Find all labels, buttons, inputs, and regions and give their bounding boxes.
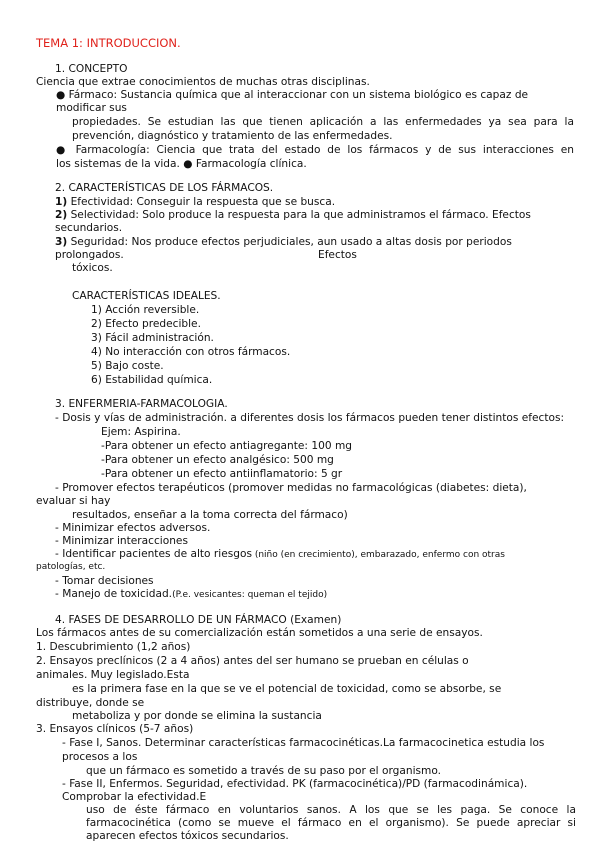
item-number: 1)	[55, 196, 68, 208]
bullet-farmaco: ● Fármaco: Sustancia química que al interaccionar con un sistema biológico es capaz de	[56, 89, 529, 101]
characteristic-item	[55, 196, 335, 209]
item-number: 3)	[55, 236, 68, 248]
example-line: Ejem: Aspirina.	[101, 426, 181, 438]
clinical-phase: - Fase II, Enfermos. Seguridad, efectividad. PK (farmacocinética)/PD (farmacodinámica).	[62, 778, 528, 790]
item-text: Selectividad: Solo produce la respuesta para la que administramos el fármaco. Efectos	[67, 209, 531, 221]
clinical-phase-cont: que un fármaco es sometido a través de su paso por el organismo.	[86, 765, 442, 777]
phase-item-cont: animales. Muy legislado.Esta	[36, 669, 190, 681]
example-line: -Para obtener un efecto analgésico: 500 mg	[101, 454, 334, 466]
characteristic-item	[55, 236, 512, 249]
nursing-item: - Minimizar interacciones	[55, 535, 188, 547]
item-text: Efectividad: Conseguir la respuesta que se busca.	[67, 196, 336, 208]
ideal-item: 5) Bajo coste.	[91, 360, 164, 372]
characteristic-item-cont: Efectos	[318, 249, 357, 261]
clinical-phase: - Fase I, Sanos. Determinar características farmacocinéticas.La farmacocinetica estudia los	[62, 737, 545, 749]
phase-item: 3. Ensayos clínicos (5-7 años)	[36, 723, 194, 735]
section-4-heading: 4. FASES DE DESARROLLO DE UN FÁRMACO (Examen)	[55, 614, 342, 626]
nursing-item: - Promover efectos terapéuticos (promover medidas no farmacológicas (diabetes: dieta),	[55, 482, 527, 494]
section-1-intro: Ciencia que extrae conocimientos de muchas otras disciplinas.	[36, 76, 370, 88]
clinical-phase-cont: procesos a los	[62, 751, 138, 763]
phase-item-cont: distribuye, donde se	[36, 697, 145, 709]
bullet-farmaco-cont: modificar sus	[56, 102, 127, 114]
section-1-heading: 1. CONCEPTO	[55, 63, 128, 75]
bullet-farmaco-cont: propiedades. Se estudian las que tienen aplicación a las enfermedades ya sea para la	[72, 116, 574, 128]
bullet-farmacologia: ● Farmacología: Ciencia que trata del estado de los fármacos y de sus interacciones en	[56, 144, 574, 156]
item-note: (niño (en crecimiento), embarazado, enfermo con otras	[251, 550, 505, 560]
section-4-intro: Los fármacos antes de su comercialización están sometidos a una serie de ensayos.	[36, 627, 483, 639]
section-2-heading: 2. CARACTERÍSTICAS DE LOS FÁRMACOS.	[55, 182, 274, 194]
item-number: 2)	[55, 209, 68, 221]
nursing-item: - Minimizar efectos adversos.	[55, 522, 211, 534]
doc-title: TEMA 1: INTRODUCCION.	[36, 36, 181, 50]
phase-item: 2. Ensayos preclínicos (2 a 4 años) antes del ser humano se prueban en células o	[36, 655, 469, 667]
nursing-item: - Dosis y vías de administración. a diferentes dosis los fármacos pueden tener distintos efectos:	[55, 412, 565, 424]
nursing-item-cont: resultados, enseñar a la toma correcta del fármaco)	[72, 509, 348, 521]
nursing-item-cont: patologías, etc.	[36, 562, 106, 572]
bullet-farmaco-cont: prevención, diagnóstico y tratamiento de las enfermedades.	[72, 130, 393, 142]
phase-item-cont: metaboliza y por donde se elimina la sustancia	[72, 710, 322, 722]
ideal-item: 1) Acción reversible.	[91, 304, 200, 316]
item-text: - Manejo de toxicidad.	[55, 588, 173, 600]
item-note: (P.e. vesicantes: queman el tejido)	[172, 590, 328, 600]
example-line: -Para obtener un efecto antiinflamatorio: 5 gr	[101, 468, 343, 480]
clinical-phase-cont: farmacocinética (como se mueve el fármaco en el organismo). Se puede apreciar si	[86, 817, 576, 829]
nursing-item-cont: evaluar si hay	[36, 495, 111, 507]
nursing-item	[55, 588, 327, 602]
ideal-item: 4) No interacción con otros fármacos.	[91, 346, 291, 358]
characteristic-item-cont: secundarios.	[55, 222, 123, 234]
ideal-item: 2) Efecto predecible.	[91, 318, 201, 330]
ideal-item: 3) Fácil administración.	[91, 332, 214, 344]
section-3-heading: 3. ENFERMERIA-FARMACOLOGIA.	[55, 398, 228, 410]
phase-item: 1. Descubrimiento (1,2 años)	[36, 641, 191, 653]
characteristic-item-cont: prolongados.	[55, 249, 124, 261]
phase-item-cont: es la primera fase en la que se ve el potencial de toxicidad, como se absorbe, se	[72, 683, 502, 695]
nursing-item: - Tomar decisiones	[55, 575, 154, 587]
characteristic-item-cont: tóxicos.	[72, 262, 113, 274]
characteristic-item	[55, 209, 531, 222]
ideal-item: 6) Estabilidad química.	[91, 374, 213, 386]
bullet-farmacologia-cont: los sistemas de la vida. ● Farmacología clínica.	[56, 158, 307, 170]
example-line: -Para obtener un efecto antiagregante: 100 mg	[101, 440, 352, 452]
clinical-phase-cont: Comprobar la efectividad.E	[62, 791, 207, 803]
item-text: Seguridad: Nos produce efectos perjudiciales, aun usado a altas dosis por periodos	[67, 236, 512, 248]
item-text: - Identificar pacientes de alto riesgos	[55, 548, 252, 560]
nursing-item	[55, 548, 505, 562]
clinical-phase-cont: aparecen efectos tóxicos secundarios.	[86, 830, 289, 842]
clinical-phase-cont: uso de éste fármaco en voluntarios sanos. A los que se les paga. Se conoce la	[86, 804, 576, 816]
ideal-heading: CARACTERÍSTICAS IDEALES.	[72, 290, 221, 302]
